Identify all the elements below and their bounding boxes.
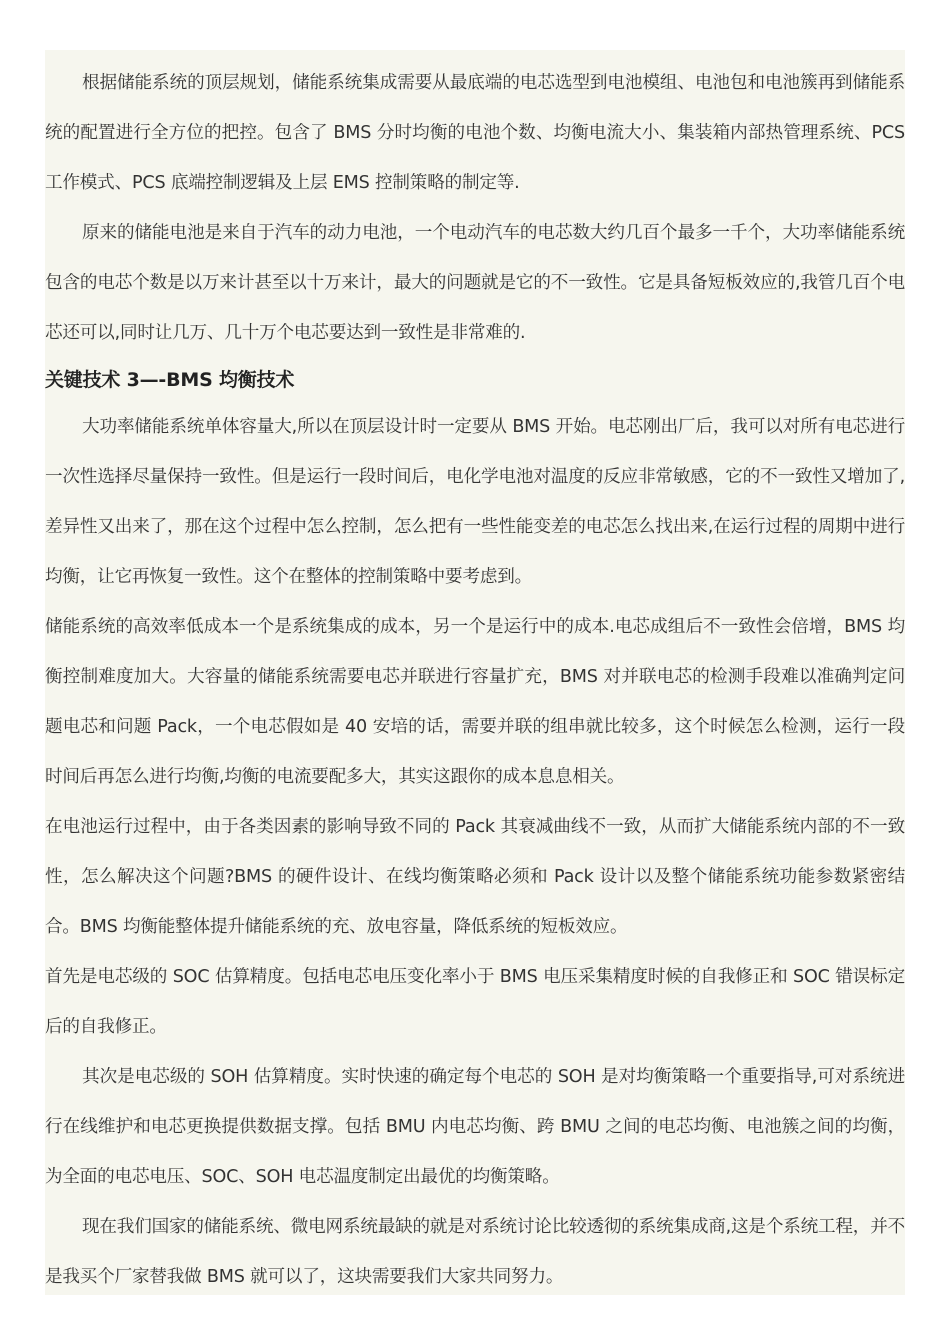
paragraph-top-level-planning: 根据储能系统的顶层规划，储能系统集成需要从最底端的电芯选型到电池模组、电池包和电池簇再到储能系统的配置进行全方位的把控。包含了 BMS 分时均衡的电池个数、均衡电流大小、集装箱内部热管理系统、PCS 工作模式、PCS 底端控制逻辑及上层 EMS 控制策略的制定等.: [45, 73, 905, 193]
paragraph-cost-efficiency: 储能系统的高效率低成本一个是系统集成的成本，另一个是运行中的成本.电芯成组后不一致性会倍增，BMS 均衡控制难度加大。大容量的储能系统需要电芯并联进行容量扩充，BMS 对并联电芯的检测手段难以准确判定问题电芯和问题 Pack，一个电芯假如是 40 安培的话，需要并联的组串就比较多，这个时候怎么检测，运行一段时间后再怎么进行均衡,均衡的电流要配多大，其实这跟你的成本息息相关。: [45, 617, 905, 787]
document-body: [45, 50, 905, 1302]
section-heading-bms-balancing: 关键技术 3—-BMS 均衡技术: [45, 369, 295, 391]
paragraph-power-battery-origin: 原来的储能电池是来自于汽车的动力电池，一个电动汽车的电芯数大约几百个最多一千个，大功率储能系统包含的电芯个数是以万来计甚至以十万来计，最大的问题就是它的不一致性。它是具备短板效应的,我管几百个电芯还可以,同时让几万、几十万个电芯要达到一致性是非常难的.: [45, 223, 905, 343]
document-page: [45, 50, 905, 1295]
paragraph-soc-accuracy: 首先是电芯级的 SOC 估算精度。包括电芯电压变化率小于 BMS 电压采集精度时候的自我修正和 SOC 错误标定后的自我修正。: [45, 967, 905, 1037]
paragraph-pack-degradation: 在电池运行过程中，由于各类因素的影响导致不同的 Pack 其衰减曲线不一致，从而扩大储能系统内部的不一致性，怎么解决这个问题?BMS 的硬件设计、在线均衡策略必须和 Pack 设计以及整个储能系统功能参数紧密结合。BMS 均衡能整体提升储能系统的充、放电容量，降低系统的短板效应。: [45, 817, 905, 937]
paragraph-system-integrators: 现在我们国家的储能系统、微电网系统最缺的就是对系统讨论比较透彻的系统集成商,这是个系统工程，并不是我买个厂家替我做 BMS 就可以了，这块需要我们大家共同努力。: [45, 1217, 905, 1287]
paragraph-bms-design: 大功率储能系统单体容量大,所以在顶层设计时一定要从 BMS 开始。电芯刚出厂后，我可以对所有电芯进行一次性选择尽量保持一致性。但是运行一段时间后，电化学电池对温度的反应非常敏感，它的不一致性又增加了,差异性又出来了，那在这个过程中怎么控制，怎么把有一些性能变差的电芯怎么找出来,在运行过程的周期中进行均衡，让它再恢复一致性。这个在整体的控制策略中要考虑到。: [45, 417, 905, 587]
paragraph-soh-accuracy: 其次是电芯级的 SOH 估算精度。实时快速的确定每个电芯的 SOH 是对均衡策略一个重要指导,可对系统进行在线维护和电芯更换提供数据支撑。包括 BMU 内电芯均衡、跨 BMU 之间的电芯均衡、电池簇之间的均衡，为全面的电芯电压、SOC、SOH 电芯温度制定出最优的均衡策略。: [45, 1067, 905, 1187]
